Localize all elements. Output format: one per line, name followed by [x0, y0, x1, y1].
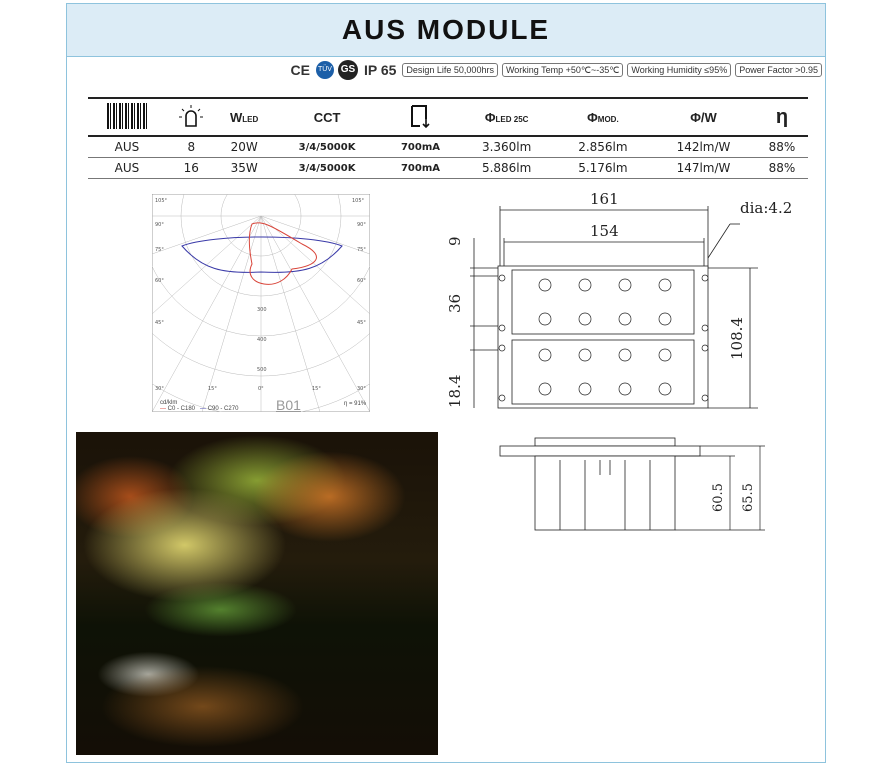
spec-table: [88, 97, 808, 179]
power-factor-badge: Power Factor >0.95: [735, 63, 822, 77]
angle-label: 0°: [258, 386, 264, 392]
angle-label: 45°: [155, 320, 164, 326]
phi-mod-cell: 2.856lm: [555, 136, 651, 158]
led-count-icon: [166, 98, 217, 136]
mechanical-top-drawing: [440, 188, 820, 418]
gs-mark-icon: GS: [338, 60, 358, 80]
driver-icon: [382, 98, 458, 136]
ip-rating: IP 65: [363, 62, 397, 78]
eta-cell: 88%: [756, 158, 808, 179]
eta-header: η: [756, 98, 808, 136]
angle-label: 30°: [357, 386, 366, 392]
angle-label: 15°: [312, 386, 321, 392]
cct-cell: 3/4/5000K: [272, 136, 383, 158]
angle-label: 15°: [208, 386, 217, 392]
working-humidity-badge: Working Humidity ≤95%: [627, 63, 731, 77]
count-cell: 8: [166, 136, 217, 158]
angle-label: 90°: [357, 222, 366, 228]
title-bar: [67, 4, 825, 57]
certification-badges: [289, 60, 823, 80]
dim-side-60: 60.5: [711, 483, 726, 512]
design-life-badge: Design Life 50,000hrs: [402, 63, 498, 77]
dim-36: 36: [446, 293, 464, 313]
ring-label: 500: [257, 367, 267, 373]
spec-header-row: [88, 98, 808, 136]
angle-label: 30°: [155, 386, 164, 392]
barcode-icon: [88, 98, 166, 136]
dim-width-outer: 161: [590, 190, 619, 208]
phi-led-cell: 5.886lm: [459, 158, 555, 179]
wled-cell: 35W: [217, 158, 272, 179]
page-title: AUS MODULE: [341, 14, 551, 45]
angle-label: 105°: [352, 198, 365, 204]
eta-note: η = 91%: [344, 401, 367, 407]
phi-led-header: ΦLED 25C: [459, 98, 555, 136]
eta-cell: 88%: [756, 136, 808, 158]
dim-dia: dia:4.2: [740, 199, 793, 217]
angle-label: 75°: [357, 247, 366, 253]
model-cell: AUS: [88, 136, 166, 158]
current-cell: 700mA: [382, 136, 458, 158]
dim-18: 18.4: [446, 374, 464, 408]
cct-header: CCT: [272, 98, 383, 136]
polar-legend: cd/klm — C0 - C180 — C90 - C270: [160, 400, 239, 412]
efficacy-header: Φ/W: [651, 98, 756, 136]
phi-mod-header: ΦMOD.: [555, 98, 651, 136]
angle-label: 105°: [155, 198, 168, 204]
angle-label: 60°: [357, 278, 366, 284]
phi-led-cell: 3.360lm: [459, 136, 555, 158]
cct-cell: 3/4/5000K: [272, 158, 383, 179]
angle-label: 45°: [357, 320, 366, 326]
dim-width-inner: 154: [590, 222, 619, 240]
angle-label: 75°: [155, 247, 164, 253]
efficacy-cell: 142lm/W: [651, 136, 756, 158]
current-cell: 700mA: [382, 158, 458, 179]
unit-label: cd/klm: [160, 400, 178, 406]
polar-distribution-diagram: [152, 194, 370, 412]
mechanical-side-drawing: [490, 430, 780, 540]
legend-c0: C0 - C180: [167, 406, 196, 412]
ring-label: 300: [257, 307, 267, 313]
dim-height: 108.4: [728, 317, 746, 360]
table-row: [88, 136, 808, 158]
wled-header: WLED: [217, 98, 272, 136]
ring-label: 400: [257, 337, 267, 343]
diagram-code: B01: [276, 397, 301, 413]
phi-mod-cell: 5.176lm: [555, 158, 651, 179]
table-row: [88, 158, 808, 179]
application-photo: [76, 432, 438, 755]
wled-cell: 20W: [217, 136, 272, 158]
tuv-mark-icon: TÜV: [316, 61, 334, 79]
working-temp-badge: Working Temp +50℃~-35℃: [502, 63, 623, 77]
efficacy-cell: 147lm/W: [651, 158, 756, 179]
count-cell: 16: [166, 158, 217, 179]
dim-9: 9: [446, 236, 464, 246]
dim-side-65: 65.5: [741, 483, 756, 512]
angle-label: 90°: [155, 222, 164, 228]
ce-mark-icon: CE: [290, 62, 310, 78]
model-cell: AUS: [88, 158, 166, 179]
legend-c90: C90 - C270: [207, 406, 239, 412]
angle-label: 60°: [155, 278, 164, 284]
